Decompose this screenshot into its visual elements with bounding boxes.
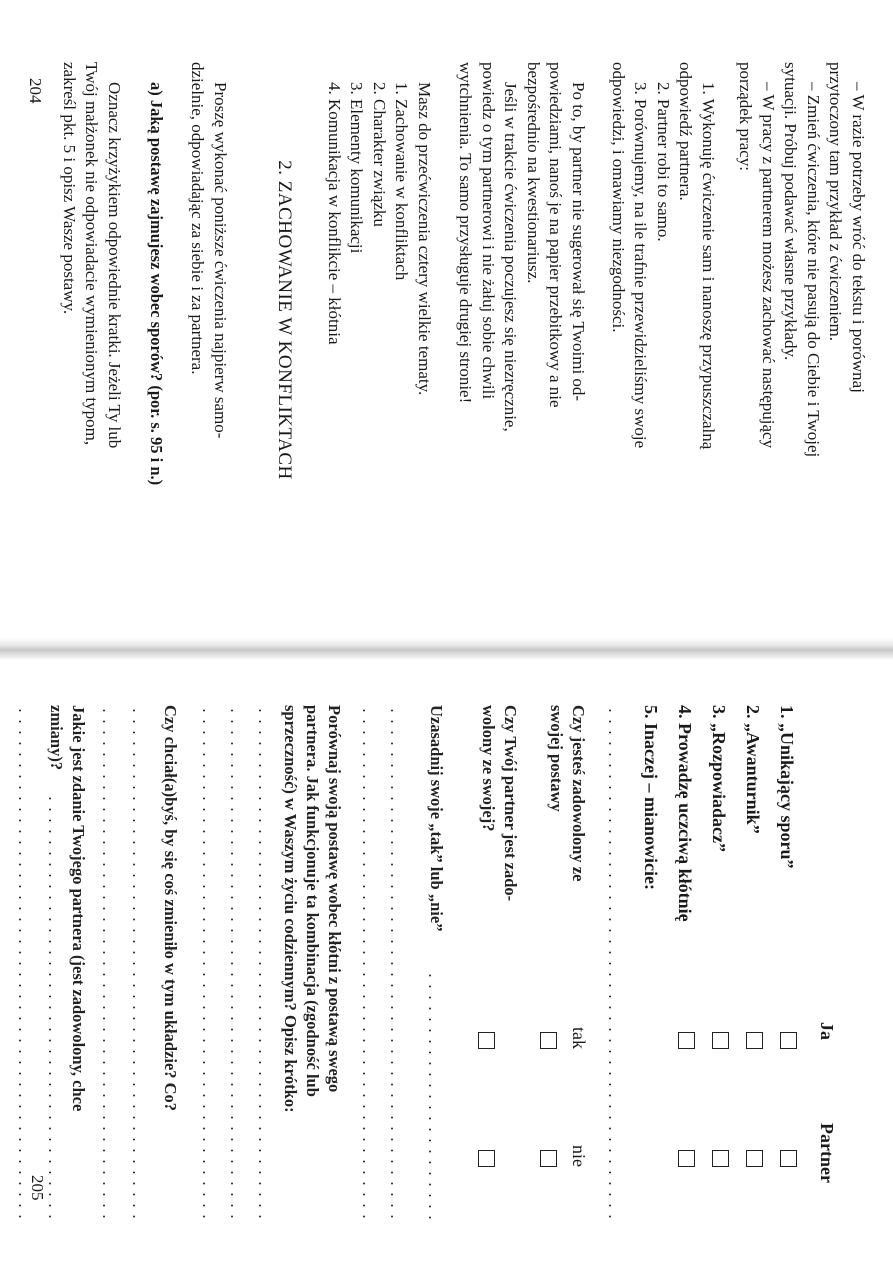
checkbox-satisfied-yes[interactable] (540, 1032, 557, 1049)
step-line: 1. Wykonuję ćwiczenie sam i nanoszę przypuszczalną (699, 82, 718, 450)
topic-item: 3. Elementy komunikacji (347, 82, 367, 254)
topic-item: 4. Komunikacja w konflikcie – kłótnia (325, 82, 344, 345)
column-header-partner: Partner (817, 1123, 837, 1183)
intro-line: przytoczony tam przykład z ćwiczeniem. (826, 62, 846, 341)
partner-change-line: zmiany)? (47, 705, 66, 771)
exercise-paragraph (186, 62, 231, 438)
advice-line: Jeśli w trakcie ćwiczenia poczujesz się niezręcznie, (501, 82, 521, 432)
advice-line: bezpośrednio na kwestionariusz. (524, 62, 543, 284)
compare-answer-line[interactable] (259, 705, 261, 1220)
compare-paragraph (279, 705, 345, 1113)
change-question: Czy chciał(a)byś, by się coś zmieniło w tym układzie? Co? (161, 705, 180, 1112)
exercise-line: dzielnie, odpowiadając za siebie i za partnera. (188, 62, 208, 375)
compare-line: sprzeczność) w Waszym życiu codziennym? Opisz krótko: (281, 705, 300, 1113)
question-a: a) Jaką postawę zajmujesz wobec sporów? (por. s. 95 i n.) (147, 82, 166, 486)
checkbox-partner-satisfied-no[interactable] (478, 1150, 495, 1167)
instruction-line: Oznacz krzyżykiem odpowiednie kratki. Jeżeli Ty lub (105, 82, 124, 449)
intro-line: – W pracy z partnerem możesz zachować następujący (759, 82, 778, 449)
section-title: 2. ZACHOWANIE W KONFLIKTACH (274, 160, 295, 480)
topics-intro: Masz do przećwiczenia cztery wielkie tematy. (415, 82, 434, 396)
option-gossiper: 3. „Rozpowiadacz” (709, 705, 729, 852)
yes-label: tak (569, 1027, 589, 1049)
compare-line: partnera. Jak funkcjonuje ta kombinacja (zgodność lub (303, 705, 322, 1097)
justify-question: Uzasadnij swoje „tak” lub „nie” (427, 705, 446, 932)
checkbox-partner-4[interactable] (678, 1150, 695, 1167)
steps-paragraph (607, 62, 720, 449)
option-other: 5. Inaczej – mianowicie: (641, 705, 661, 890)
intro-line: sytuacji. Próbuj podawać własne przykłady. (781, 62, 801, 361)
satisfied-question-line: swojej postawy (547, 705, 566, 812)
partner-satisfied-question-line: wolony ze swojej? (479, 705, 498, 832)
page-number-left: 204 (26, 78, 45, 104)
step-line: 3. Porównujemy, na ile trafnie przewidzieliśmy swoje (631, 82, 651, 449)
checkbox-partner-1[interactable] (780, 1150, 797, 1167)
checkbox-ja-4[interactable] (678, 1032, 695, 1049)
topic-item: 1. Zachowanie w konfliktach (392, 82, 412, 281)
advice-line: powiedz o tym partnerowi i nie żałuj sobie chwili (479, 62, 498, 400)
intro-line: porządek pracy: (736, 62, 756, 172)
advice-line: powiedziami, nanoś je na papier przebitkowy a nie (546, 62, 566, 408)
option-avoider: 1. „Unikający sporu” (777, 705, 797, 869)
instruction-paragraph (58, 62, 126, 448)
compare-answer-line[interactable] (203, 705, 205, 1220)
page-205 (0, 645, 893, 1263)
partner-change-answer-line[interactable] (49, 793, 51, 1220)
checkbox-satisfied-no[interactable] (540, 1150, 557, 1167)
partner-satisfied-question (477, 705, 521, 901)
advice-line: Po to, by partner nie sugerował się Twoimi od- (569, 82, 588, 402)
page-number-right: 205 (28, 1175, 47, 1201)
checkbox-ja-3[interactable] (712, 1032, 729, 1049)
justify-answer-line[interactable] (363, 705, 365, 1220)
topic-item: 2. Charakter związku (370, 82, 389, 227)
no-label: nie (569, 1145, 589, 1167)
partner-change-question (45, 705, 89, 1111)
topics-block (323, 62, 436, 395)
advice-paragraph (454, 62, 589, 432)
option-fair-fight: 4. Prowadzę uczciwą kłótnię (675, 705, 695, 922)
exercise-line: Proszę wykonać poniższe ćwiczenia najpierw samo- (211, 82, 230, 439)
partner-change-line: Jakie jest zdanie Twojego partnera (jest zadowolony, chce (69, 705, 88, 1112)
intro-line: – Zmień ćwiczenia, które nie pasują do Ciebie i Twojej (804, 82, 823, 458)
checkbox-partner-satisfied-yes[interactable] (478, 1032, 495, 1049)
checkbox-ja-1[interactable] (780, 1032, 797, 1049)
instruction-line: Twój małżonek nie odpowiadacie wymienionym typom, (82, 62, 102, 446)
change-answer-line[interactable] (103, 705, 105, 1220)
answer-line[interactable] (609, 705, 611, 1220)
justify-answer-line[interactable] (429, 970, 431, 1220)
partner-change-answer-line[interactable] (19, 705, 21, 1220)
compare-line: Porównaj swoją postawę wobec kłótni z postawą swego (325, 705, 344, 1093)
instruction-line: zakreśl pkt. 5 i opisz Wasze postawy. (60, 62, 79, 315)
intro-line: – W razie potrzeby wróć do tekstu i porównaj (849, 82, 868, 393)
justify-answer-line[interactable] (391, 705, 393, 1220)
partner-satisfied-question-line: Czy Twój partner jest zado- (501, 705, 520, 902)
column-header-ja: Ja (817, 1022, 837, 1040)
checkbox-partner-2[interactable] (746, 1150, 763, 1167)
checkbox-partner-3[interactable] (712, 1150, 729, 1167)
satisfied-question-line: Czy jesteś zadowolony ze (569, 705, 588, 882)
step-line: odpowiedzi, i omawiamy niezgodności. (609, 62, 628, 333)
satisfied-question (545, 705, 589, 881)
intro-paragraph (734, 62, 869, 457)
step-line: 2. Partner robi to samo. (654, 82, 673, 242)
compare-answer-line[interactable] (231, 705, 233, 1220)
advice-line: wytchnienia. To samo przysługuje drugiej stronie! (456, 62, 476, 404)
option-brawler: 2. „Awanturnik” (743, 705, 763, 834)
change-answer-line[interactable] (133, 705, 135, 1220)
step-line: odpowiedź partnera. (676, 62, 696, 201)
checkbox-ja-2[interactable] (746, 1032, 763, 1049)
